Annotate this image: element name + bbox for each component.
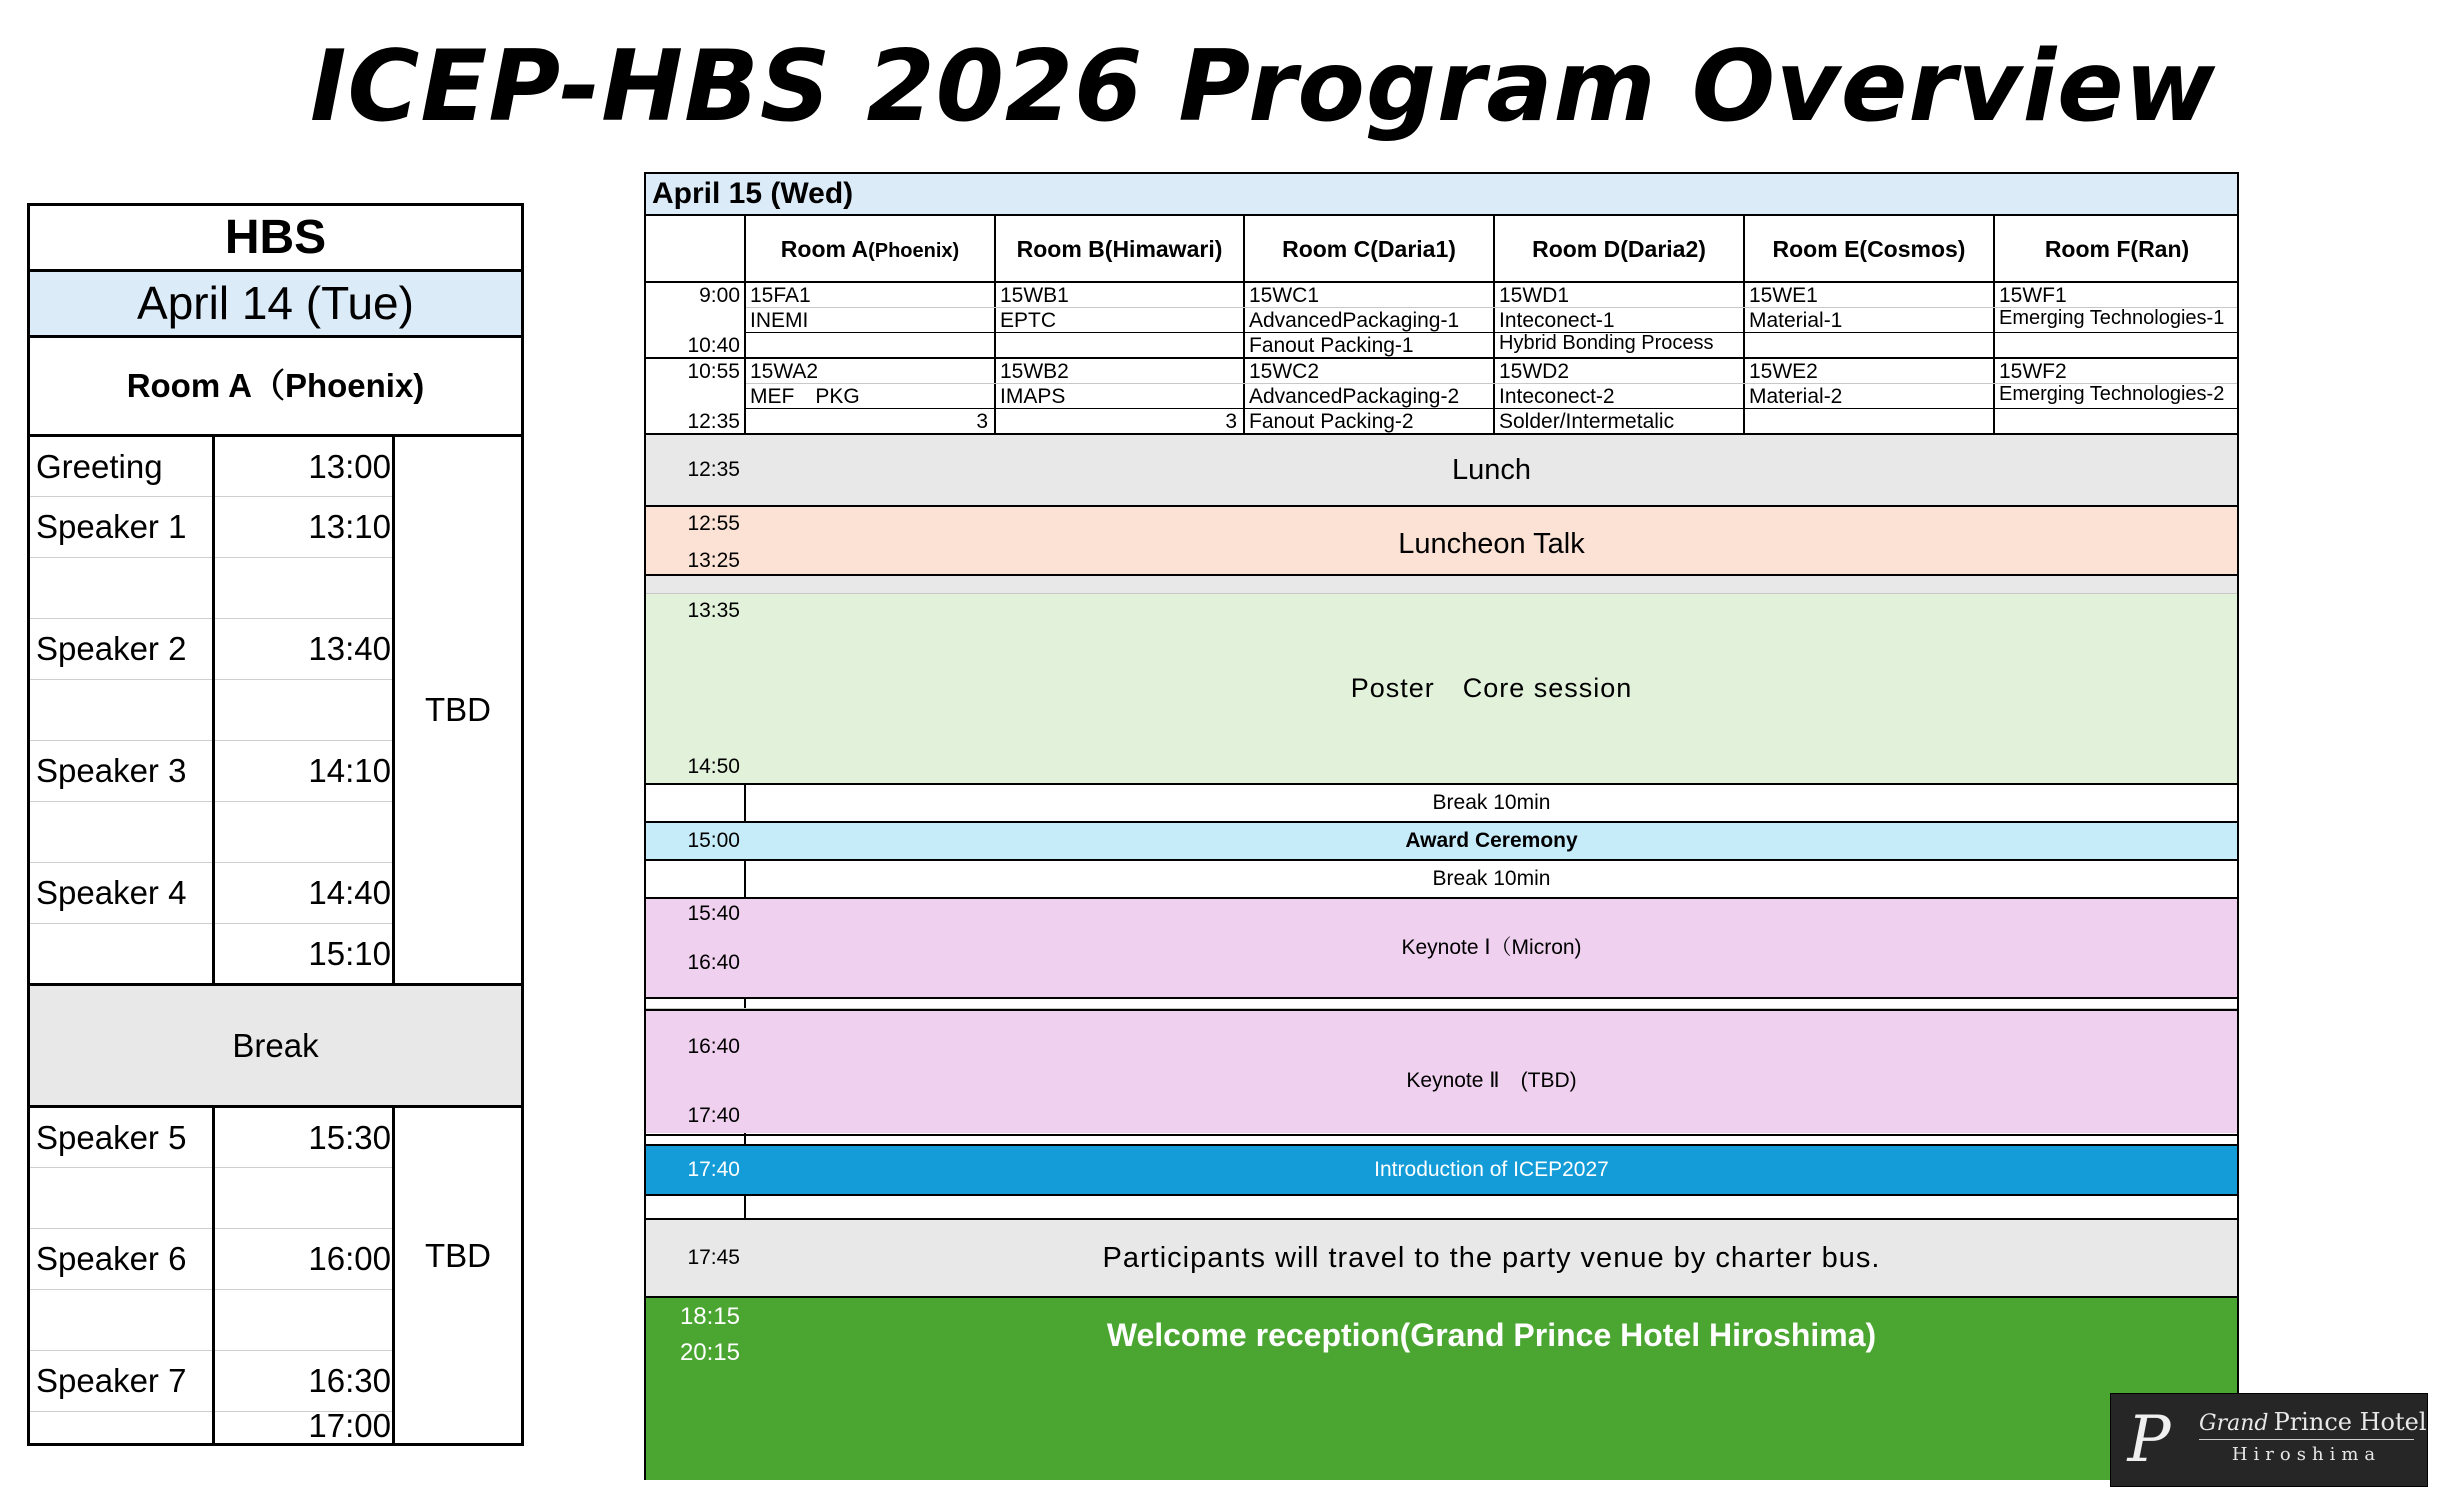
session-subtitle: Hybrid Bonding Process — [1499, 333, 1714, 354]
session-title: IMAPS — [1000, 385, 1066, 408]
session-code: 15WD2 — [1499, 360, 1570, 383]
time-label: 12:35 — [687, 458, 740, 481]
session-title: INEMI — [750, 309, 809, 332]
room-header-e: Room E(Cosmos) — [1772, 236, 1966, 262]
hbs-slot-name: Speaker 3 — [36, 752, 187, 789]
icep-date-row — [646, 174, 2237, 214]
hbs-slot-name: Speaker 7 — [36, 1362, 187, 1399]
luncheon-row — [646, 507, 2237, 575]
hbs-slot-time: 13:00 — [308, 448, 391, 485]
break-label: Break 10min — [1432, 867, 1551, 890]
hbs-slot-name: Speaker 6 — [36, 1240, 187, 1277]
time-label: 16:40 — [687, 951, 740, 974]
hbs-tbd-1: TBD — [425, 691, 491, 728]
session-title: AdvancedPackaging-2 — [1249, 385, 1460, 408]
session-code: 15WE2 — [1749, 360, 1818, 383]
award-row — [646, 823, 2237, 859]
break-row-1 — [646, 785, 2237, 821]
time-label: 17:40 — [687, 1158, 740, 1181]
session-code: 15WF1 — [1999, 284, 2067, 307]
session-code: 15WF2 — [1999, 360, 2067, 383]
room-header-a — [746, 216, 994, 282]
session-code: 15WC1 — [1249, 284, 1320, 307]
hbs-slot-time: 16:30 — [308, 1362, 391, 1399]
bus-row — [646, 1220, 2237, 1296]
hbs-slot-time — [215, 802, 391, 862]
time-label: 10:40 — [687, 334, 740, 357]
hbs-slot-name: Speaker 4 — [36, 874, 187, 911]
session-title: MEF PKG — [750, 385, 860, 408]
room-header-sub: (Phoenix) — [868, 240, 960, 262]
hbs-slot-time: 14:10 — [308, 752, 391, 789]
hbs-slot-name: Speaker 1 — [36, 508, 187, 545]
hbs-slot-time: 13:10 — [308, 508, 391, 545]
hbs-slot-name: Speaker 5 — [36, 1119, 187, 1156]
icep-schedule-table — [644, 172, 2239, 1480]
bus-label: Participants will travel to the party venue by charter bus. — [1102, 1242, 1881, 1274]
icep-date: April 15 (Wed) — [652, 177, 854, 210]
hbs-slot-time — [215, 558, 391, 618]
luncheon-label: Luncheon Talk — [1398, 528, 1585, 560]
logo-monogram: P — [2127, 1403, 2171, 1477]
time-label: 18:15 — [679, 1303, 740, 1330]
award-label: Award Ceremony — [1405, 829, 1578, 852]
hbs-slot-time: 13:40 — [308, 630, 391, 667]
intro-label: Introduction of ICEP2027 — [1374, 1158, 1609, 1181]
session-title: Material-1 — [1749, 309, 1843, 332]
hbs-slot-time: 15:30 — [308, 1119, 391, 1156]
session-code: 15WD1 — [1499, 284, 1570, 307]
session-subtitle: Fanout Packing-1 — [1249, 334, 1414, 357]
keynote-2-row — [646, 1011, 2237, 1133]
session-title: AdvancedPackaging-1 — [1249, 309, 1460, 332]
room-header-b: Room B(Himawari) — [1016, 236, 1223, 262]
logo-script: Grand — [2199, 1411, 2269, 1436]
session-code: 15WA2 — [750, 360, 819, 383]
hbs-slot-time — [215, 1290, 391, 1350]
hbs-schedule-table — [27, 203, 524, 1446]
time-label: 15:40 — [687, 902, 740, 925]
session-subtitle: Fanout Packing-2 — [1249, 410, 1414, 433]
session-title: Inteconect-1 — [1499, 309, 1615, 332]
time-label: 10:55 — [687, 360, 740, 383]
logo-name: Prince Hotel — [2273, 1408, 2427, 1436]
hbs-slot-time — [215, 680, 391, 740]
lunch-row — [646, 435, 2237, 505]
room-header-label: Room A — [780, 236, 869, 262]
page-title: ICEP-HBS 2026 Program Overview — [310, 30, 2217, 144]
time-label: 15:00 — [687, 829, 740, 852]
hbs-room: Room A（Phoenix) — [126, 367, 425, 404]
session-code: 15WC2 — [1249, 360, 1320, 383]
room-header-f: Room F(Ran) — [2044, 236, 2190, 262]
session-code: 15WE1 — [1749, 284, 1818, 307]
session-title: Inteconect-2 — [1499, 385, 1615, 408]
reception-label: Welcome reception(Grand Prince Hotel Hiroshima) — [1106, 1317, 1877, 1353]
hbs-slot-time: 17:00 — [308, 1407, 391, 1444]
keynote-2-label: Keynote Ⅱ (TBD) — [1406, 1069, 1577, 1092]
break-label: Break 10min — [1432, 791, 1551, 814]
session-title: EPTC — [1000, 309, 1057, 332]
session-subtitle: Solder/Intermetalic — [1499, 410, 1675, 433]
hbs-slot-time: 14:40 — [308, 874, 391, 911]
hbs-tbd-2: TBD — [425, 1237, 491, 1274]
session-title: Emerging Technologies-1 — [1999, 308, 2225, 329]
time-label: 12:35 — [687, 410, 740, 433]
logo-city: Hiroshima — [2231, 1444, 2382, 1465]
hbs-slot-name: Speaker 2 — [36, 630, 187, 667]
time-label: 17:40 — [687, 1104, 740, 1127]
room-header-c: Room C(Daria1) — [1282, 236, 1456, 262]
poster-label: Poster Core session — [1350, 673, 1633, 703]
hbs-slot-time: 15:10 — [308, 935, 391, 972]
time-label: 13:25 — [687, 549, 740, 572]
session-code: 15WB2 — [1000, 360, 1069, 383]
hbs-date: April 14 (Tue) — [30, 272, 521, 335]
hbs-header: HBS — [224, 211, 327, 264]
time-label: 20:15 — [679, 1339, 740, 1366]
hbs-slot-time — [215, 1168, 391, 1228]
reception-row — [646, 1298, 2237, 1480]
session-code: 15FA1 — [750, 284, 811, 307]
time-label: 14:50 — [687, 755, 740, 778]
poster-row — [646, 594, 2237, 783]
session-code: 15WB1 — [1000, 284, 1069, 307]
lunch-label: Lunch — [1451, 454, 1531, 486]
keynote-1-label: Keynote Ⅰ（Micron) — [1401, 936, 1582, 959]
hbs-break: Break — [30, 986, 521, 1105]
intro-row — [646, 1146, 2237, 1194]
session-count: 3 — [1225, 410, 1237, 433]
hotel-logo — [2110, 1393, 2428, 1487]
session-title: Material-2 — [1749, 385, 1843, 408]
keynote-1-row — [646, 899, 2237, 997]
hbs-slot-time: 16:00 — [308, 1240, 391, 1277]
hbs-slot-name: Greeting — [36, 448, 163, 485]
time-label: 13:35 — [687, 599, 740, 622]
time-label: 9:00 — [699, 284, 740, 307]
time-label: 17:45 — [687, 1246, 740, 1269]
break-row-2 — [646, 861, 2237, 897]
session-title: Emerging Technologies-2 — [1999, 384, 2225, 405]
session-count: 3 — [976, 410, 988, 433]
time-label: 12:55 — [687, 512, 740, 535]
time-label: 16:40 — [687, 1035, 740, 1058]
room-header-d: Room D(Daria2) — [1532, 236, 1706, 262]
